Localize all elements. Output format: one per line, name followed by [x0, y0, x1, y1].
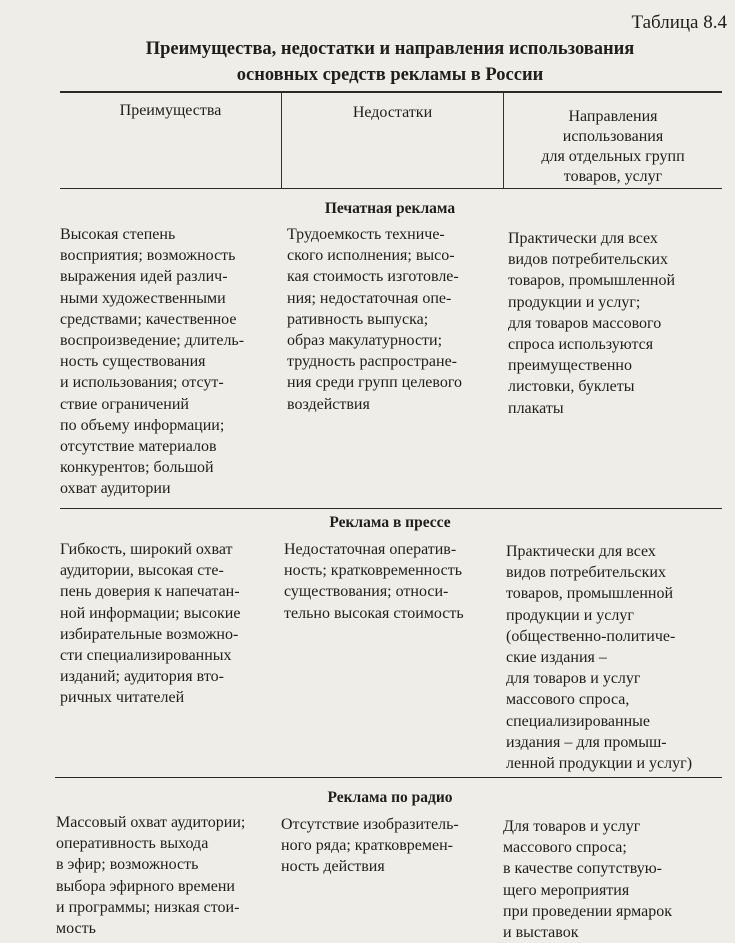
cell-line: ность действия	[281, 858, 385, 876]
table-number: Таблица 8.4	[631, 12, 727, 33]
cell-line: охват аудитории	[60, 480, 171, 498]
cell-line: Практически для всех	[506, 543, 656, 560]
cell-line: преимущественно	[508, 357, 632, 375]
cell-line: тельно высокая стоимость	[284, 604, 464, 622]
cell-line: пень доверия к напечатан-	[60, 583, 240, 601]
cell-line: по объему информации;	[60, 416, 225, 434]
print-advantages	[60, 224, 244, 500]
cell-line: мость	[56, 920, 96, 938]
cell-line: для отдельных групп	[541, 148, 685, 165]
cell-line: Практически для всех	[508, 230, 658, 247]
cell-line: ного ряда; кратковремен-	[281, 837, 453, 855]
press-advantages	[60, 539, 240, 709]
cell-line: Направления	[568, 108, 658, 125]
cell-line: ского исполнения; высо-	[287, 247, 455, 265]
section-rule-1	[60, 508, 722, 509]
cell-line: специализированные	[506, 712, 650, 730]
cell-line: изданий; аудитория вто-	[60, 668, 224, 686]
cell-line: издания – для промыш-	[506, 733, 667, 751]
cell-line: избирательные возможно-	[60, 625, 239, 643]
cell-line: выражения идей различ-	[60, 268, 228, 286]
cell-line: Преимущества	[119, 102, 222, 119]
cell-line: массового спроса;	[503, 839, 627, 857]
cell-line: ские издания –	[506, 649, 607, 667]
cell-line: ративность выпуска;	[287, 310, 429, 328]
cell-line: ность существования	[60, 353, 206, 371]
cell-line: сти специализированных	[60, 647, 232, 665]
press-disadvantages	[284, 539, 464, 624]
cell-line: Массовый охват аудитории;	[56, 814, 246, 831]
cell-line: воздействия	[287, 395, 370, 413]
header-bottom-rule	[60, 188, 722, 189]
cell-line: использования	[562, 128, 664, 145]
cell-line: листовки, буклеты	[508, 378, 635, 396]
radio-disadvantages	[281, 814, 459, 878]
title-line-1: Преимущества, недостатки и направления использования	[145, 39, 635, 59]
cell-line: Для товаров и услуг	[503, 818, 641, 835]
header-advantages	[60, 101, 281, 121]
cell-line: конкурентов; большой	[60, 459, 214, 477]
cell-line: ленной продукции и услуг)	[506, 755, 693, 773]
cell-line: в качестве сопутствую-	[503, 860, 662, 878]
cell-line: аудитории, высокая сте-	[60, 562, 224, 580]
cell-line: трудность распростране-	[287, 353, 458, 371]
cell-line: ность; кратковременность	[284, 562, 463, 580]
cell-line: ной информации; высокие	[60, 604, 241, 622]
print-usage	[508, 228, 675, 419]
cell-line: восприятия; возможность	[60, 247, 236, 265]
cell-line: Высокая степень	[60, 226, 176, 243]
table-title	[60, 36, 720, 88]
cell-line: товаров, услуг	[563, 168, 663, 185]
cell-line: и использования; отсут-	[60, 374, 224, 392]
cell-line: отсутствие материалов	[60, 438, 217, 456]
cell-line: щего мероприятия	[503, 881, 630, 899]
cell-line: Трудоемкость техниче-	[287, 226, 445, 243]
cell-line: продукции и услуг	[506, 606, 634, 624]
cell-line: ния; недостаточная опе-	[287, 289, 452, 307]
cell-line: товаров, промышленной	[506, 585, 674, 603]
cell-line: воспроизведение; длитель-	[60, 332, 245, 350]
cell-line: плакаты	[508, 399, 564, 417]
press-usage	[506, 541, 692, 774]
header-usage	[504, 107, 722, 187]
cell-line: (общественно-политиче-	[506, 627, 676, 645]
section-title-press: Реклама в прессе	[329, 514, 451, 531]
cell-line: при проведении ярмарок	[503, 902, 672, 920]
cell-line: ричных читателей	[60, 689, 185, 707]
header-disadvantages	[282, 103, 503, 123]
cell-line: видов потребительских	[508, 251, 668, 269]
cell-line: Недостаточная оператив-	[284, 541, 457, 558]
cell-line: средствами; качественное	[60, 310, 237, 328]
cell-line: оперативность выхода	[56, 835, 209, 853]
cell-line: и выставок	[503, 924, 579, 942]
print-disadvantages	[287, 224, 462, 415]
cell-line: для товаров и услуг	[506, 670, 641, 688]
cell-line: ными художественными	[60, 289, 226, 307]
cell-line: ния среди групп целевого	[287, 374, 463, 392]
cell-line: для товаров массового	[508, 314, 662, 332]
cell-line: существования; относи-	[284, 583, 449, 601]
cell-line: продукции и услуг;	[508, 293, 641, 311]
cell-line: ствие ограничений	[60, 395, 189, 413]
cell-line: образ макулатурности;	[287, 332, 443, 350]
title-line-2: основных средств рекламы в России	[236, 65, 544, 85]
cell-line: массового спроса,	[506, 691, 630, 709]
cell-line: Гибкость, широкий охват	[60, 541, 233, 558]
cell-line: и программы; низкая стои-	[56, 898, 240, 916]
cell-line: в эфир; возможность	[56, 856, 199, 874]
cell-line: Отсутствие изобразитель-	[281, 816, 459, 833]
cell-line: Недостатки	[352, 104, 433, 121]
cell-line: кая стоимость изготовле-	[287, 268, 459, 286]
section-rule-2	[55, 777, 722, 778]
section-title-radio: Реклама по радио	[327, 789, 453, 806]
top-rule	[60, 91, 722, 93]
cell-line: видов потребительских	[506, 564, 666, 582]
section-title-print: Печатная реклама	[324, 200, 456, 217]
radio-advantages	[56, 812, 245, 939]
radio-usage	[503, 816, 672, 943]
cell-line: товаров, промышленной	[508, 272, 676, 290]
cell-line: выбора эфирного времени	[56, 877, 235, 895]
cell-line: спроса используются	[508, 336, 654, 354]
